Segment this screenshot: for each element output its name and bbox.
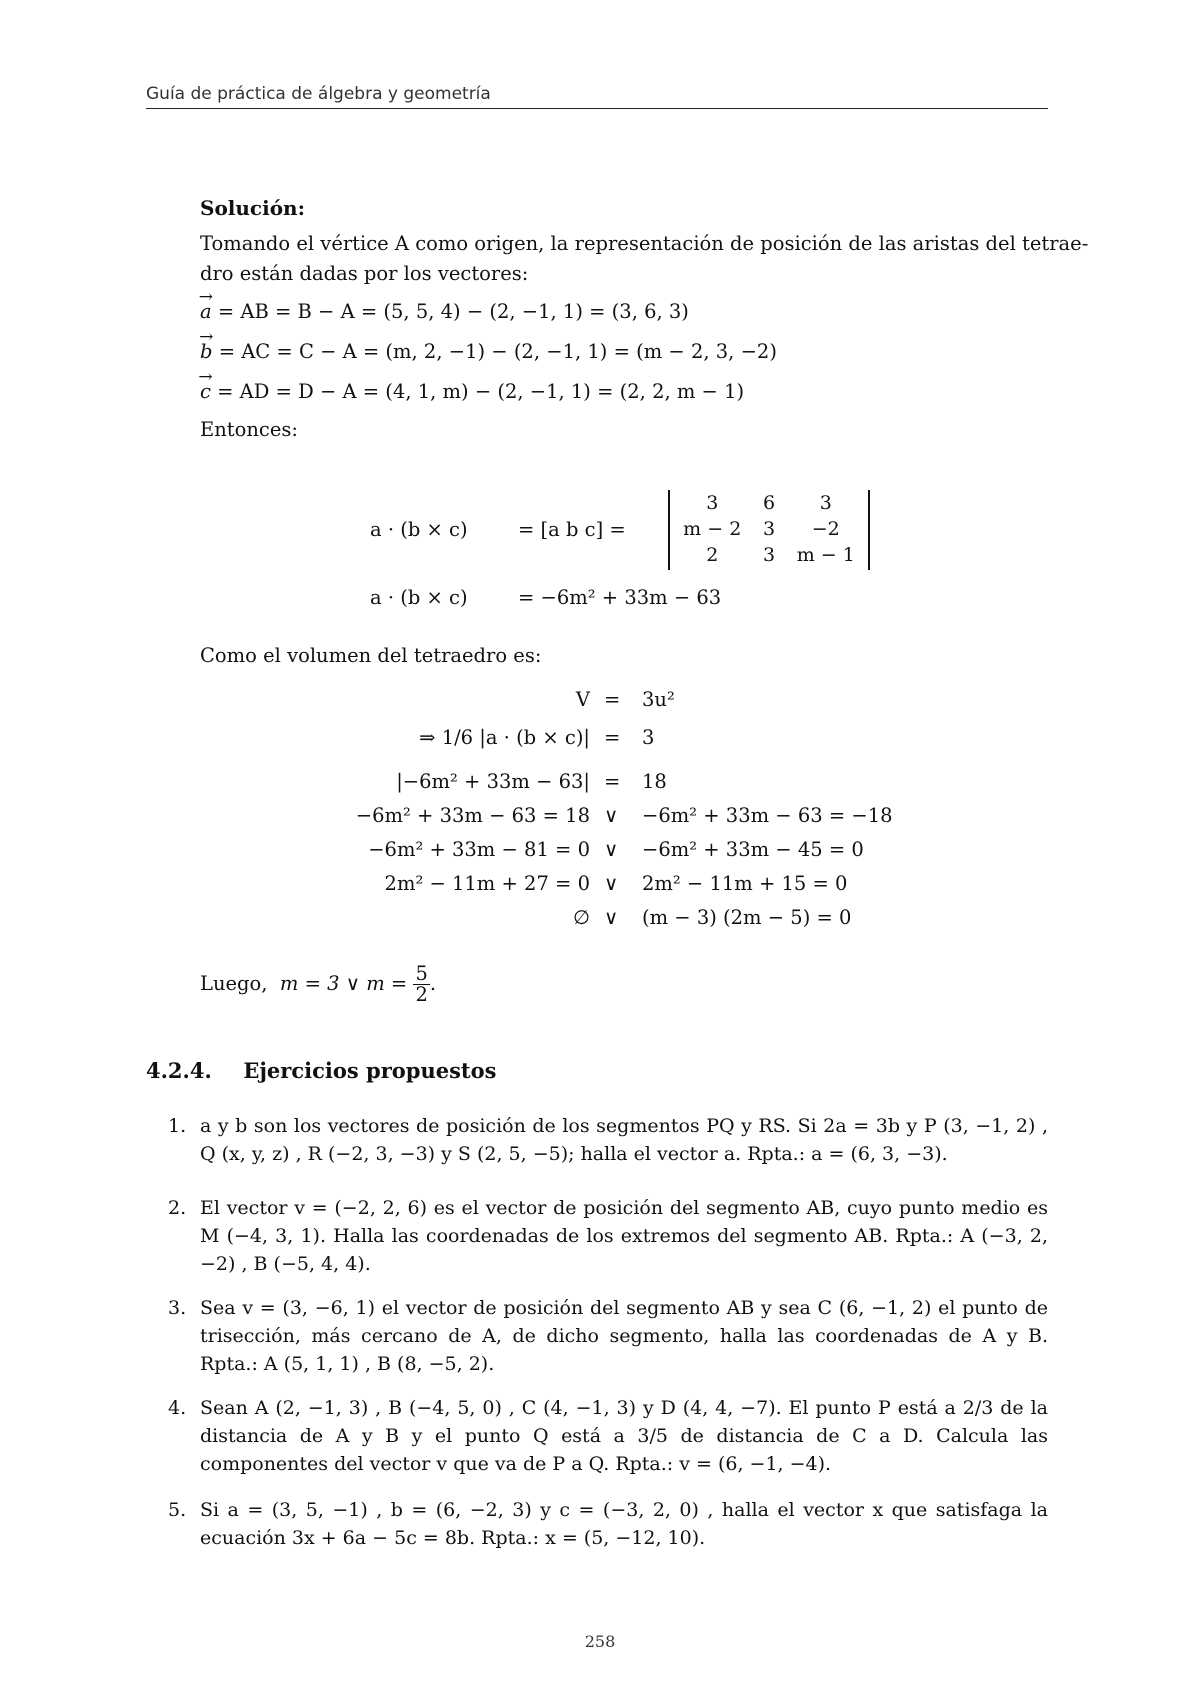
exercise-item xyxy=(168,1294,1048,1378)
exercise-item xyxy=(168,1112,1048,1168)
vol-rhs: 2m² − 11m + 15 = 0 xyxy=(642,872,848,895)
vol-rel: = xyxy=(604,726,621,749)
det-cell: 3 xyxy=(706,492,719,514)
exercise-item xyxy=(168,1496,1048,1552)
exercise-text: Sean A (2, −1, 3) , B (−4, 5, 0) , C (4, −1, 3) y D (4, 4, −7). El punto P está a 2/3 de la distancia de A y B y el punto Q está a 3/5 de distancia de C a D. Calcula las componentes del vector v que va de P a Q. Rpta.: v = (6, −1, −4). xyxy=(200,1397,1048,1475)
exercise-text: a y b son los vectores de posición de los segmentos PQ y RS. Si 2a = 3b y P (3, −1, 2) , Q (x, y, z) , R (−2, 3, −3) y S (2, 5, −5); halla el vector a. Rpta.: a = (6, 3, −3). xyxy=(200,1115,1048,1165)
exercise-item xyxy=(168,1194,1048,1278)
vol-rel: ∨ xyxy=(604,804,619,827)
exercise-number: 5. xyxy=(168,1499,187,1521)
exercise-number: 3. xyxy=(168,1297,187,1319)
vol-lhs: ∅ xyxy=(573,906,590,929)
luego-text: Luego, xyxy=(200,972,268,995)
intro-line-2: dro están dadas por los vectores: xyxy=(200,262,529,285)
luego-line: Luego, m = 3 ∨ m = $\frac{5}{2}$ . xyxy=(200,962,437,1006)
vol-lhs: 2m² − 11m + 27 = 0 xyxy=(384,872,590,895)
vol-lhs: −6m² + 33m − 63 = 18 xyxy=(355,804,590,827)
vol-lhs: −6m² + 33m − 81 = 0 xyxy=(368,838,590,861)
vol-lhs: V xyxy=(575,688,590,711)
page-number: 258 xyxy=(584,1632,616,1651)
triple-product-lhs: a · (b × c) xyxy=(370,518,468,541)
solution-title: Solución: xyxy=(200,196,305,220)
vol-rhs: 18 xyxy=(642,770,667,793)
det-cell: −2 xyxy=(811,518,840,540)
exercise-number: 4. xyxy=(168,1397,187,1419)
triple-product-lhs-2: a · (b × c) xyxy=(370,586,468,609)
exercise-text: Sea v = (3, −6, 1) el vector de posición del segmento AB y sea C (6, −1, 2) el punto de trisección, más cercano de A, de dicho segmento, halla las coordenadas de A y B. Rpta.: A (5, 1, 1) , B (8, −5, 2). xyxy=(200,1297,1048,1375)
vol-rel: = xyxy=(604,688,621,711)
entonces-text: Entonces: xyxy=(200,418,298,441)
triple-product-mid: = [a b c] = xyxy=(518,518,626,541)
header-title: Guía de práctica de álgebra y geometría xyxy=(146,84,491,104)
section-number: 4.2.4. xyxy=(146,1058,212,1083)
exercise-number: 2. xyxy=(168,1197,187,1219)
vol-lhs: ⇒ 1/6 |a · (b × c)| xyxy=(419,726,590,749)
det-cell: 6 xyxy=(762,492,776,514)
exercise-number: 1. xyxy=(168,1115,187,1137)
vol-rhs: 3 xyxy=(642,726,655,749)
intro-line-1: Tomando el vértice A como origen, la representación de posición de las aristas del tetrae- xyxy=(200,232,1089,255)
det-cell: 3 xyxy=(762,518,776,540)
vol-rhs: −6m² + 33m − 63 = −18 xyxy=(642,804,893,827)
vol-rel: ∨ xyxy=(604,906,619,929)
vol-rhs: −6m² + 33m − 45 = 0 xyxy=(642,838,864,861)
exercise-item xyxy=(168,1394,1048,1478)
luego-equation: m = 3 ∨ m = xyxy=(279,972,408,995)
eq-b-text: = AC = C − A = (m, 2, −1) − (2, −1, 1) = (m − 2, 3, −2) xyxy=(218,340,777,363)
triple-product-result: = −6m² + 33m − 63 xyxy=(518,586,722,609)
det-cell: m − 1 xyxy=(796,544,855,566)
section-title: Ejercicios propuestos xyxy=(243,1058,497,1083)
vol-rel: = xyxy=(604,770,621,793)
vol-rhs: (m − 3) (2m − 5) = 0 xyxy=(642,906,852,929)
volume-text: Como el volumen del tetraedro es: xyxy=(200,644,542,667)
det-cell: m − 2 xyxy=(683,518,742,540)
vol-rel: ∨ xyxy=(604,872,619,895)
exercise-text: Si a = (3, 5, −1) , b = (6, −2, 3) y c = (−3, 2, 0) , halla el vector x que satisfaga la ecuación 3x + 6a − 5c = 8b. Rpta.: x = (5, −12, 10). xyxy=(200,1499,1048,1549)
vol-lhs: |−6m² + 33m − 63| xyxy=(396,770,590,793)
exercise-text: El vector v = (−2, 2, 6) es el vector de posición del segmento AB, cuyo punto medio es M (−4, 3, 1). Halla las coordenadas de los extremos del segmento AB. Rpta.: A (−3, 2, −2) , B (−5, 4, 4). xyxy=(200,1197,1048,1275)
vol-rhs: 3u² xyxy=(642,688,675,711)
section-heading xyxy=(146,1058,496,1083)
fraction-denominator: 2 xyxy=(415,983,428,1006)
vol-rel: ∨ xyxy=(604,838,619,861)
determinant-matrix xyxy=(668,490,870,570)
eq-vector-b: → b = AC = C − A = (m, 2, −1) − (2, −1, 1) = (m − 2, 3, −2) xyxy=(200,340,777,363)
eq-vector-a: → a = AB = B − A = (5, 5, 4) − (2, −1, 1) = (3, 6, 3) xyxy=(200,300,689,323)
luego-fraction xyxy=(413,964,429,1005)
det-cell: 3 xyxy=(819,492,832,514)
eq-c-text: = AD = D − A = (4, 1, m) − (2, −1, 1) = (2, 2, m − 1) xyxy=(217,380,745,403)
det-cell: 3 xyxy=(762,544,776,566)
eq-a-text: = AB = B − A = (5, 5, 4) − (2, −1, 1) = (3, 6, 3) xyxy=(217,300,689,323)
eq-vector-c: → c = AD = D − A = (4, 1, m) − (2, −1, 1) = (2, 2, m − 1) xyxy=(200,380,744,403)
det-cell: 2 xyxy=(706,544,719,566)
running-header xyxy=(146,84,1048,109)
fraction-numerator: 5 xyxy=(415,962,428,985)
